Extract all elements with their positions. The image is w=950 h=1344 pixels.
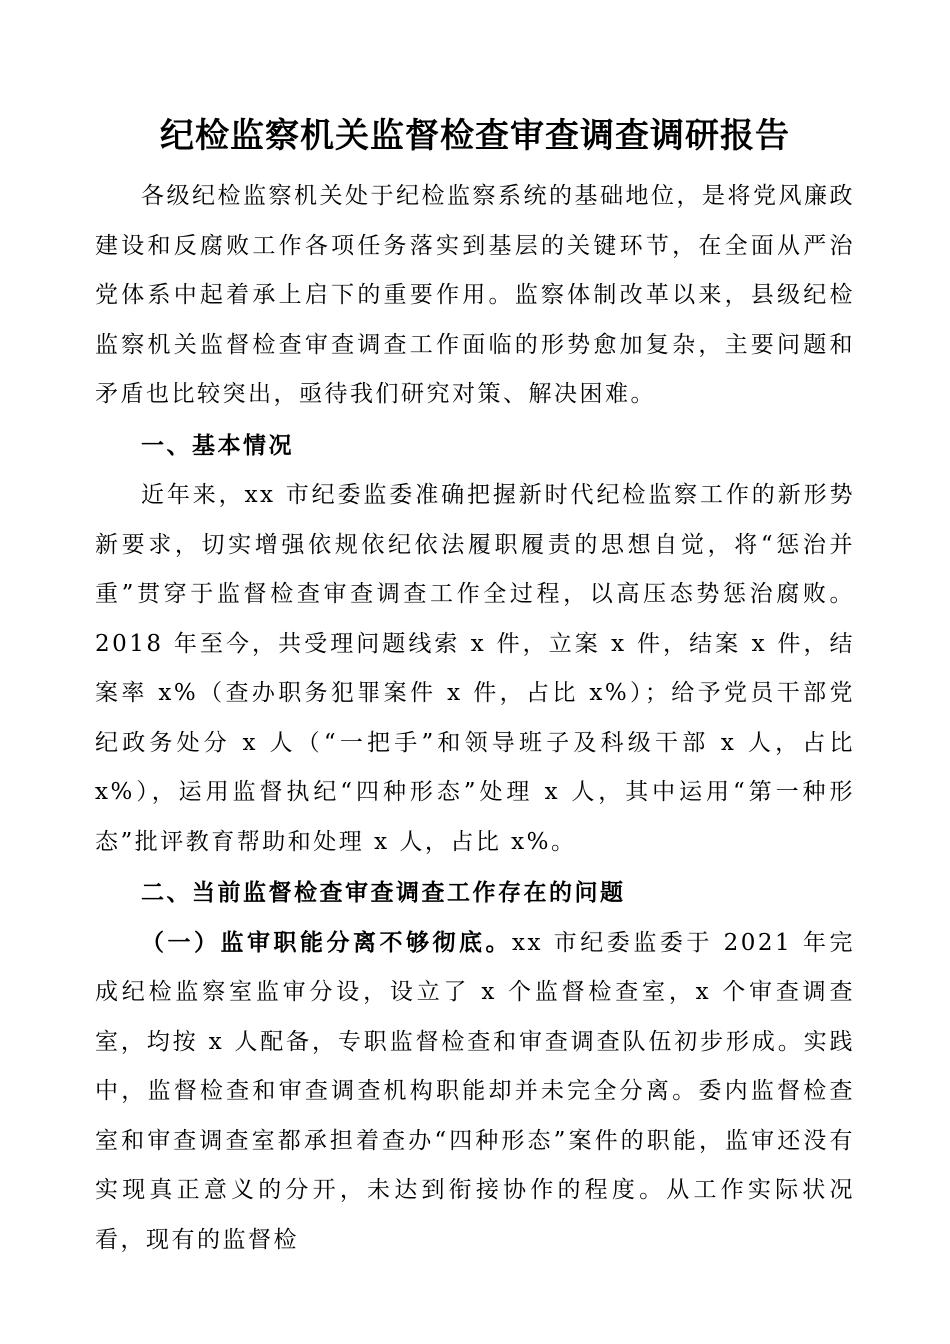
intro-paragraph: 各级纪检监察机关处于纪检监察系统的基础地位，是将党风廉政建设和反腐败工作各项任务落实到基层的关键环节，在全面从严治党体系中起着承上启下的重要作用。监察体制改革以来，县级纪检监察机关监督检查审查调查工作面临的形势愈加复杂，主要问题和矛盾也比较突出，亟待我们研究对策、解决困难。 [95, 183, 855, 407]
problem-one-lead: （一）监审职能分离不够彻底。 [141, 929, 513, 956]
problem-one-body: xx 市纪委监委于 2021 年完成纪检监察室监审分设，设立了 x 个监督检查室，x 个审查调查室，均按 x 人配备，专职监督检查和审查调查队伍初步形成。实践中，监督检查和审查调查机构职能却并未完全分离。委内监督检查室和审查调查室都承担着查办“四种形态”案件的职能，监审还没有实现真正意义的分开，未达到衔接协作的程度。从工作实际状况看，现有的监督检 [95, 929, 855, 1253]
problem-one-paragraph [95, 919, 855, 1266]
document-title: 纪检监察机关监督检查审查调查调研报告 [160, 116, 790, 156]
basic-situation-paragraph: 近年来，xx 市纪委监委准确把握新时代纪检监察工作的新形势新要求，切实增强依规依纪依法履职履责的思想自觉，将“惩治并重”贯穿于监督检查审查调查工作全过程，以高压态势惩治腐败。2018 年至今，共受理问题线索 x 件，立案 x 件，结案 x 件，结案率 x%（查办职务犯罪案件 x 件，占比 x%）；给予党员干部党纪政务处分 x 人（“一把手”和领导班子及科级干部 x 人，占比 x%），运用监督执纪“四种形态”处理 x 人，其中运用“第一种形态”批评教育帮助和处理 x 人，占比 x%。 [95, 482, 855, 855]
document-page [95, 108, 855, 1265]
section-heading-problems: 二、当前监督检查审查调查工作存在的问题 [141, 880, 626, 906]
section-heading-basic-situation: 一、基本情况 [141, 432, 294, 459]
